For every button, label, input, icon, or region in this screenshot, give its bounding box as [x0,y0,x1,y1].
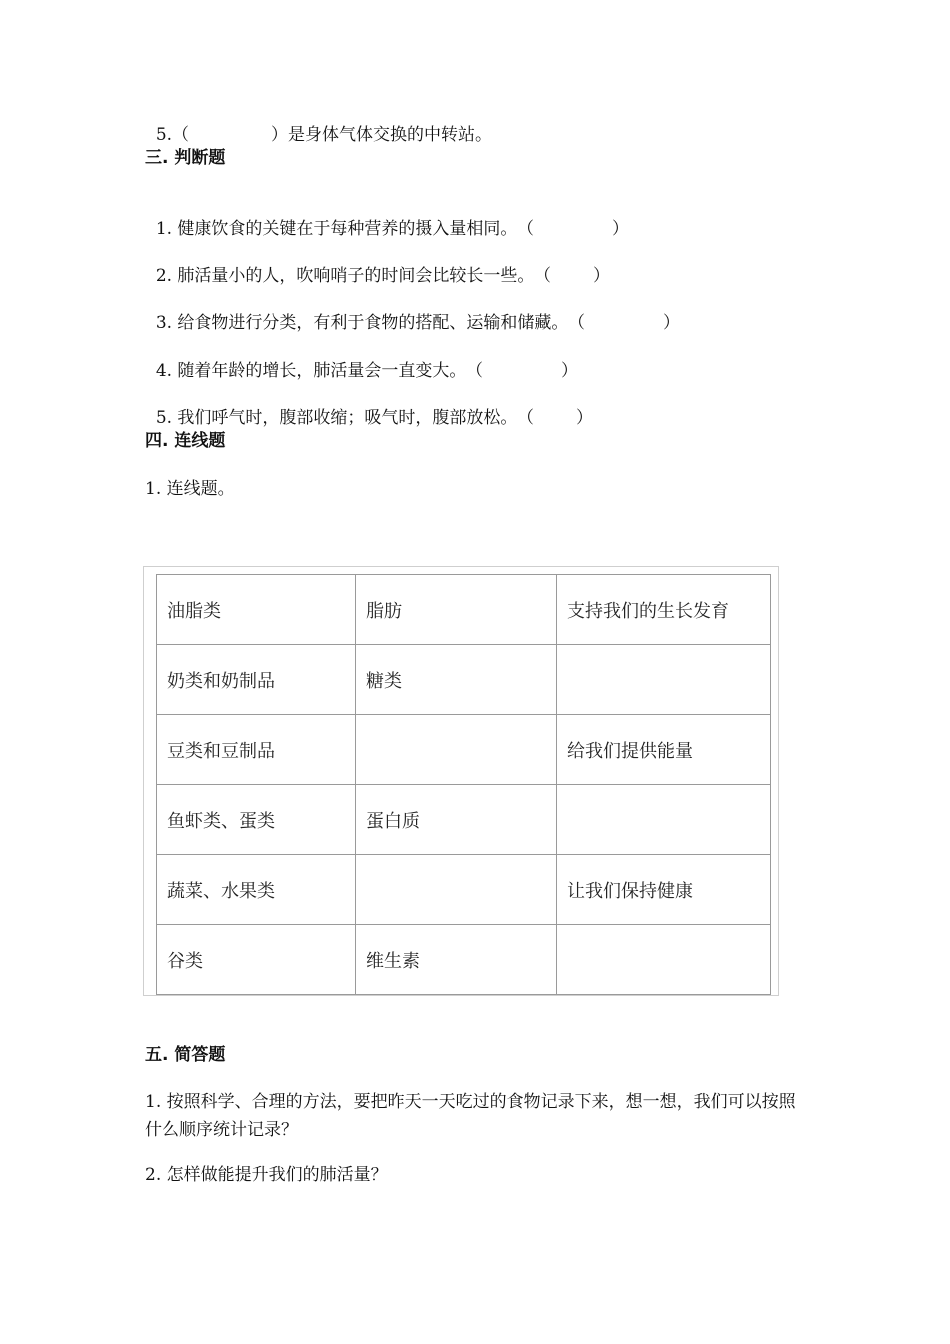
question-text: 是身体气体交换的中转站。 [288,125,493,145]
table-row [157,855,771,925]
short-answer-question-2: 2. 怎样做能提升我们的肺活量？ [145,1165,388,1185]
item-text: 1. 健康饮食的关键在于每种营养的摄入量相同。 [155,219,518,239]
blank-open-bracket: （ [474,361,483,381]
blank-open-bracket: （ [525,408,534,428]
function-cell [557,925,771,995]
item-text: 2. 肺活量小的人，吹响哨子的时间会比较长一些。 [155,266,535,286]
nutrient-cell: 脂肪 [356,575,557,645]
matching-question: 1. 连线题。 [145,479,235,499]
food-category-cell: 谷类 [157,925,356,995]
blank-open-bracket: （ [172,125,190,145]
fill-blank-question-5 [145,99,492,147]
blank-close-bracket: ） [611,219,629,239]
nutrient-cell [356,855,557,925]
section-4-title: 四. 连线题 [145,431,226,451]
nutrient-cell: 蛋白质 [356,785,557,855]
true-false-item-5 [145,382,593,430]
table-row [157,925,771,995]
function-cell [557,785,771,855]
function-cell: 给我们提供能量 [557,715,771,785]
item-text: 5. 我们呼气时，腹部收缩；吸气时，腹部放松。 [155,408,518,428]
matching-table [156,574,771,995]
table-row [157,785,771,855]
nutrient-cell: 糖类 [356,645,557,715]
blank-close-bracket: ） [560,361,578,381]
section-5-title: 五. 简答题 [145,1045,226,1065]
blank-close-bracket: ） [662,313,680,333]
table-row [157,575,771,645]
food-category-cell: 豆类和豆制品 [157,715,356,785]
nutrient-cell: 维生素 [356,925,557,995]
table-row [157,715,771,785]
function-cell: 支持我们的生长发育 [557,575,771,645]
question-number: 5. [155,125,173,145]
short-answer-question-1: 1. 按照科学、合理的方法，要把昨天一天吃过的食物记录下来，想一想，我们可以按照什么顺序统计记录？ [145,1092,796,1140]
true-false-item-2 [145,240,610,288]
true-false-item-1 [145,193,629,241]
item-text: 3. 给食物进行分类，有利于食物的搭配、运输和储藏。 [155,313,569,333]
blank-open-bracket: （ [576,313,585,333]
true-false-item-3 [145,287,680,335]
item-text: 4. 随着年龄的增长，肺活量会一直变大。 [155,361,467,381]
blank-open-bracket: （ [525,219,534,239]
blank-close-bracket: ） [575,408,593,428]
table-row [157,645,771,715]
food-category-cell: 鱼虾类、蛋类 [157,785,356,855]
blank-close-bracket: ） [271,125,289,145]
nutrient-cell [356,715,557,785]
food-category-cell: 蔬菜、水果类 [157,855,356,925]
food-category-cell: 奶类和奶制品 [157,645,356,715]
section-3-title: 三. 判断题 [145,148,226,168]
function-cell: 让我们保持健康 [557,855,771,925]
blank-close-bracket: ） [592,266,610,286]
blank-open-bracket: （ [542,266,551,286]
true-false-item-4 [145,335,578,383]
matching-table-frame [143,566,779,996]
function-cell [557,645,771,715]
food-category-cell: 油脂类 [157,575,356,645]
